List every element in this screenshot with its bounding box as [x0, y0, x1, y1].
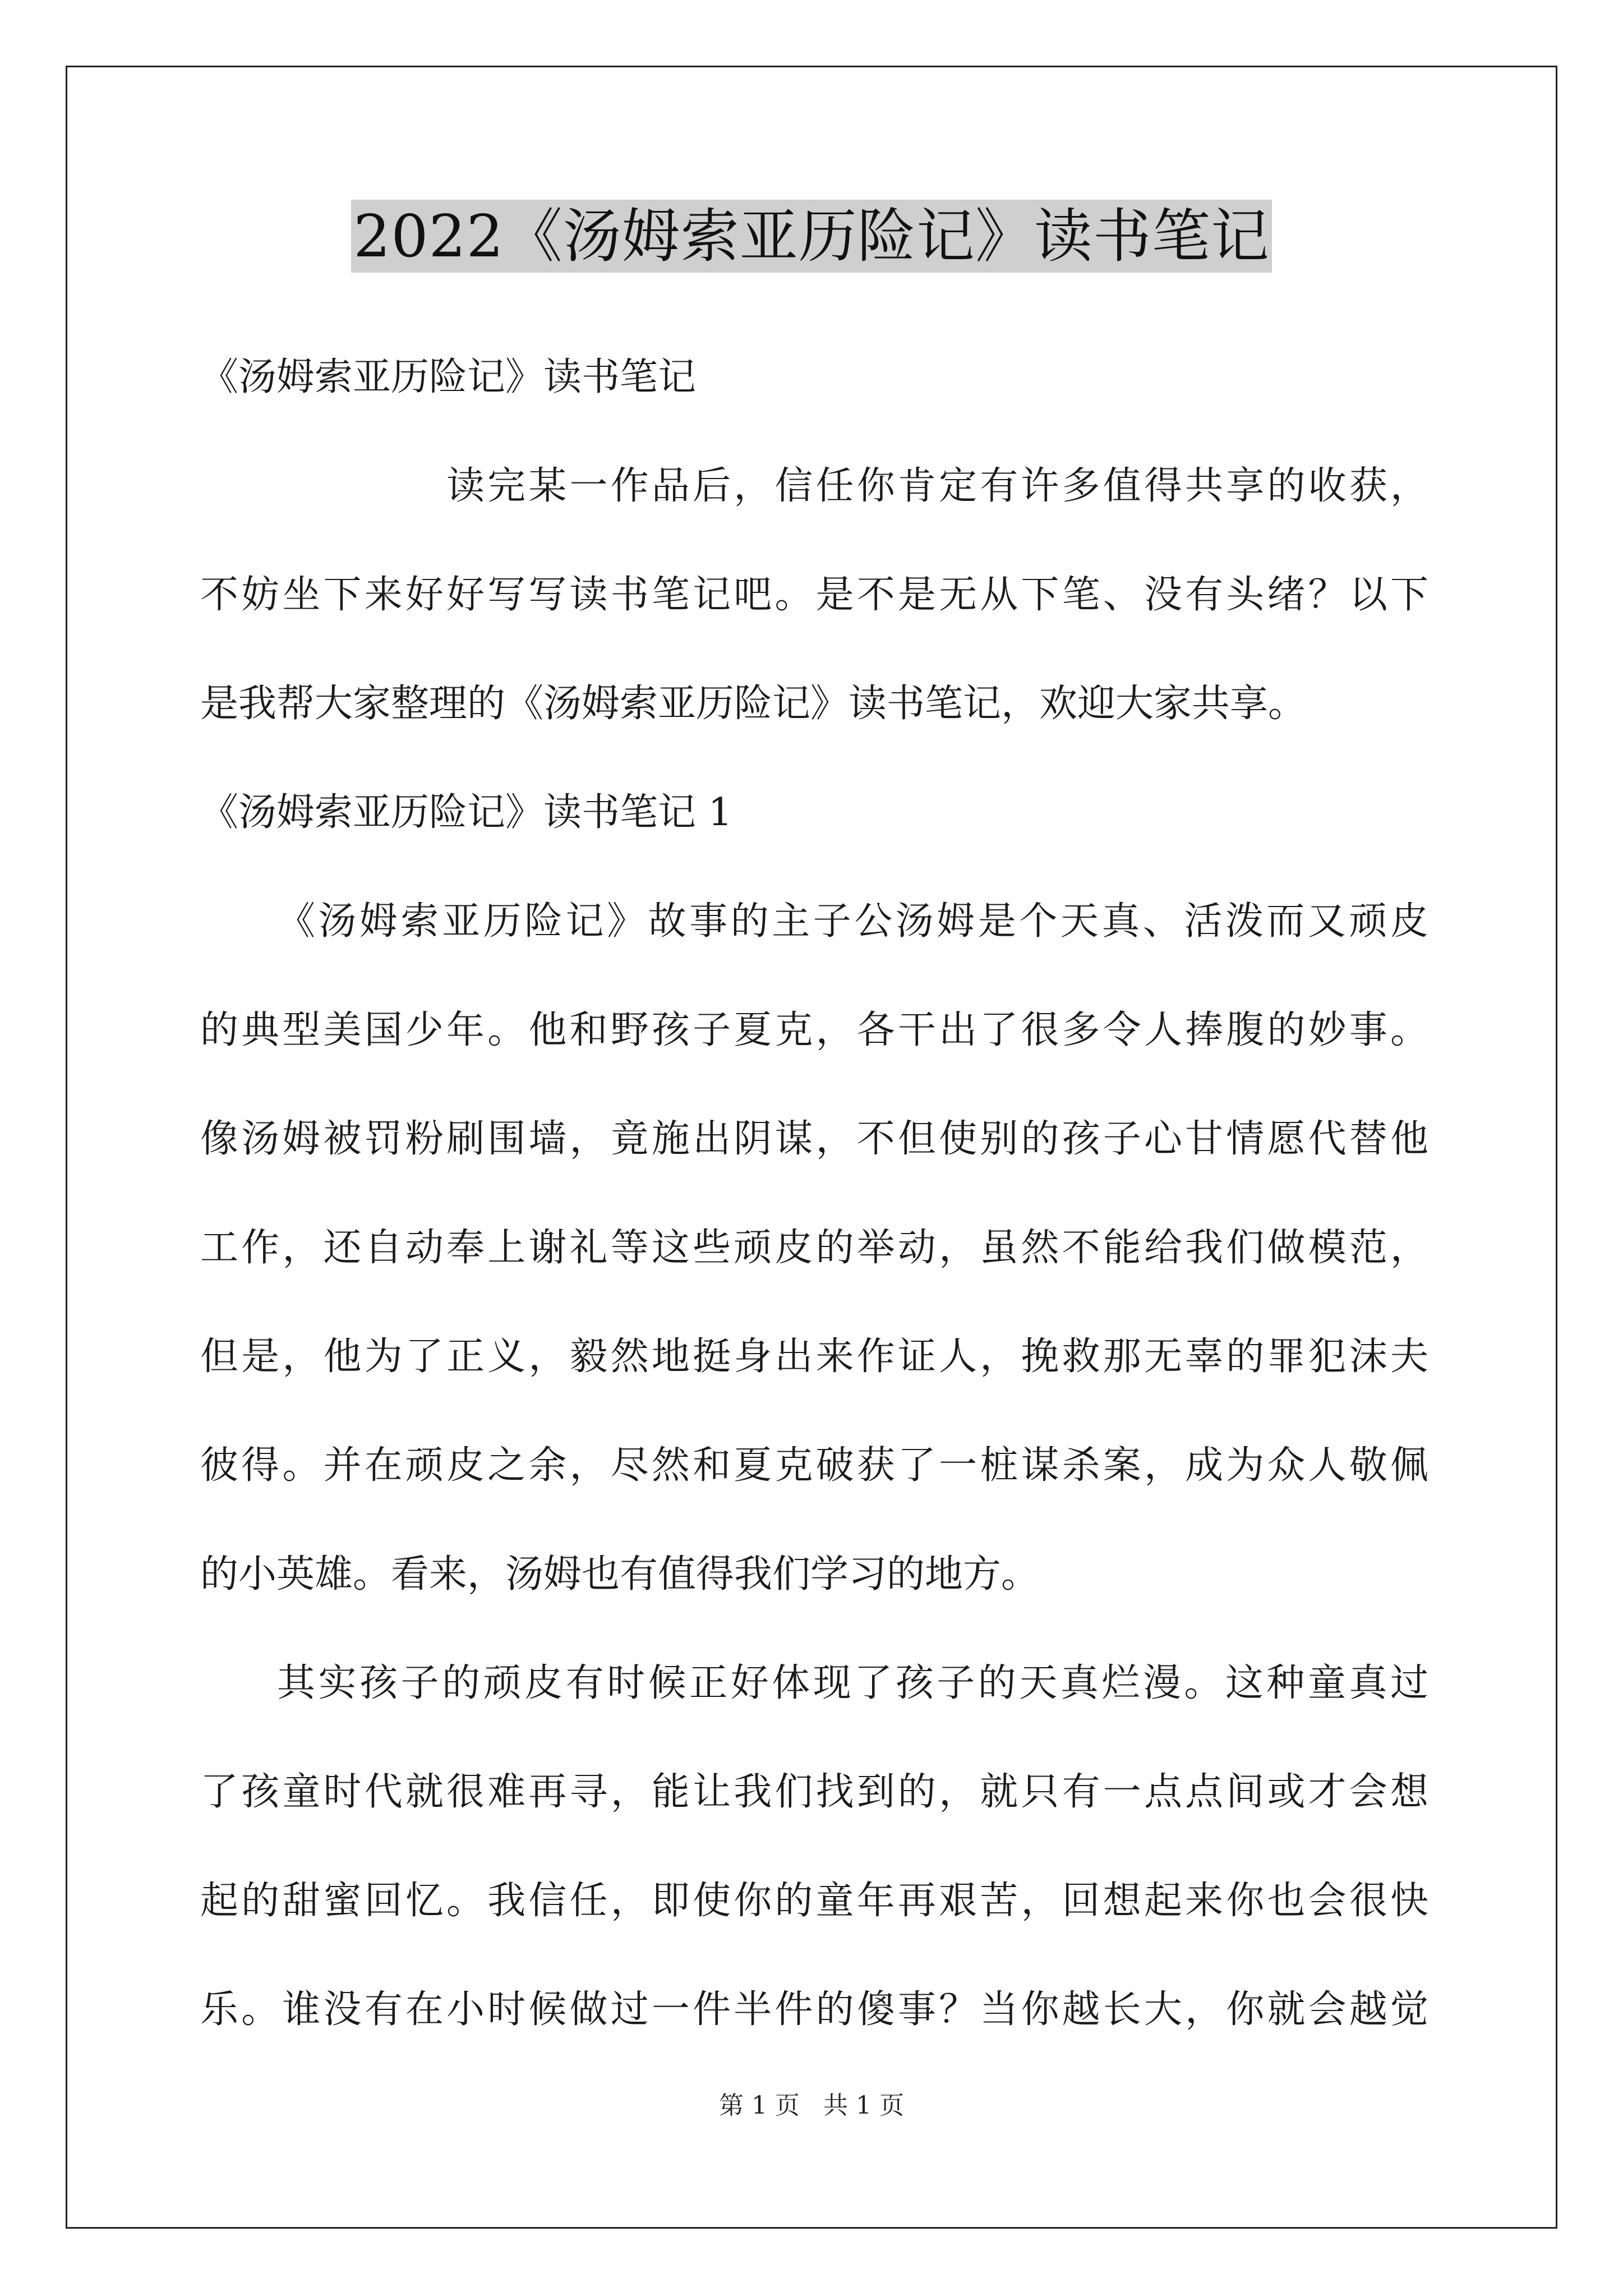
paragraph-line: 不妨坐下来好好写写读书笔记吧。是不是无从下笔、没有头绪？以下 — [200, 573, 1428, 617]
paragraph-line: 了孩童时代就很难再寻，能让我们找到的，就只有一点点间或才会想 — [200, 1770, 1428, 1814]
paragraph-line: 其实孩子的顽皮有时候正好体现了孩子的天真烂漫。这种童真过 — [277, 1661, 1428, 1705]
page-number: 第 1 页 — [719, 2091, 800, 2120]
paragraph-line: 起的甜蜜回忆。我信任，即使你的童年再艰苦，回想起来你也会很快 — [200, 1879, 1428, 1923]
section-heading: 《汤姆索亚历险记》读书笔记 1 — [200, 790, 732, 835]
paragraph-line: 乐。谁没有在小时候做过一件半件的傻事？当你越长大，你就会越觉 — [200, 1987, 1428, 2032]
paragraph-line: 《汤姆索亚历险记》故事的主子公汤姆是个天真、活泼而又顽皮 — [277, 899, 1428, 944]
paragraph-line: 工作，还自动奉上谢礼等这些顽皮的举动，虽然不能给我们做模范， — [200, 1226, 1428, 1270]
paragraph-line: 读完某一作品后，信任你肯定有许多值得共享的收获， — [446, 464, 1428, 508]
page-total: 共 1 页 — [823, 2091, 904, 2120]
title-block — [0, 200, 1623, 273]
section-heading: 《汤姆索亚历险记》读书笔记 — [200, 355, 697, 399]
paragraph-line: 像汤姆被罚粉刷围墙，竟施出阴谋，不但使别的孩子心甘情愿代替他 — [200, 1117, 1428, 1161]
paragraph-line: 彼得。并在顽皮之余，尽然和夏克破获了一桩谋杀案，成为众人敬佩 — [200, 1443, 1428, 1488]
document-title: 2022《汤姆索亚历险记》读书笔记 — [351, 200, 1272, 273]
paragraph-line: 的小英雄。看来，汤姆也有值得我们学习的地方。 — [200, 1552, 1040, 1596]
paragraph-line: 是我帮大家整理的《汤姆索亚历险记》读书笔记，欢迎大家共享。 — [200, 682, 1307, 726]
paragraph-line: 但是，他为了正义，毅然地挺身出来作证人，挽救那无辜的罪犯沫夫 — [200, 1335, 1428, 1379]
paragraph-line: 的典型美国少年。他和野孩子夏克，各干出了很多令人捧腹的妙事。 — [200, 1008, 1428, 1052]
page-footer — [0, 2089, 1623, 2123]
